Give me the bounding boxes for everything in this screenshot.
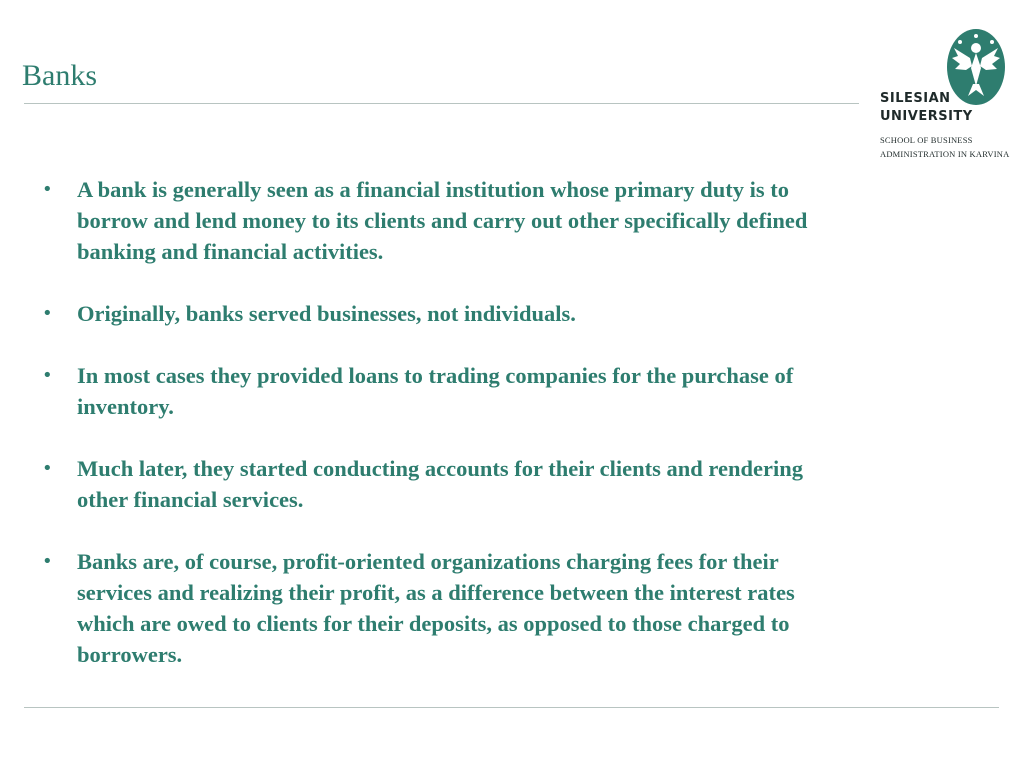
- bullet-text: Originally, banks served businesses, not individuals.: [77, 301, 576, 326]
- list-item: [42, 546, 842, 670]
- bullet-list: [42, 174, 842, 701]
- slide-title: Banks: [22, 59, 97, 92]
- bullet-marker: •: [42, 365, 53, 386]
- list-item: [42, 298, 842, 329]
- bullet-text: Banks are, of course, profit-oriented organizations charging fees for their services and realizing their profit, as a difference between the interest rates which are owed to clients for their deposits, as opposed to those charged to borrowers.: [77, 549, 795, 667]
- footer-divider: [24, 707, 999, 708]
- logo-sub-line-1: SCHOOL OF BUSINESS: [880, 135, 973, 145]
- bullet-marker: •: [42, 179, 53, 200]
- logo-sub-line-2: ADMINISTRATION IN KARVINA: [880, 149, 1010, 159]
- title-divider: [24, 103, 859, 104]
- logo-name-line-1: SILESIAN: [880, 91, 951, 106]
- university-logo: [878, 28, 1018, 163]
- logo-university-name: [880, 90, 973, 126]
- list-item: [42, 453, 842, 515]
- logo-school-name: [880, 133, 1009, 161]
- bullet-marker: •: [42, 303, 53, 324]
- list-item: [42, 174, 842, 267]
- bullet-text: Much later, they started conducting accounts for their clients and rendering other financial services.: [77, 456, 804, 512]
- logo-name-line-2: UNIVERSITY: [880, 109, 973, 124]
- bullet-text: In most cases they provided loans to trading companies for the purchase of inventory.: [77, 363, 794, 419]
- list-item: [42, 360, 842, 422]
- bullet-text: A bank is generally seen as a financial institution whose primary duty is to borrow and lend money to its clients and carry out other specifically defined banking and financial activities.: [77, 177, 808, 264]
- bullet-marker: •: [42, 458, 53, 479]
- bullet-marker: •: [42, 551, 53, 572]
